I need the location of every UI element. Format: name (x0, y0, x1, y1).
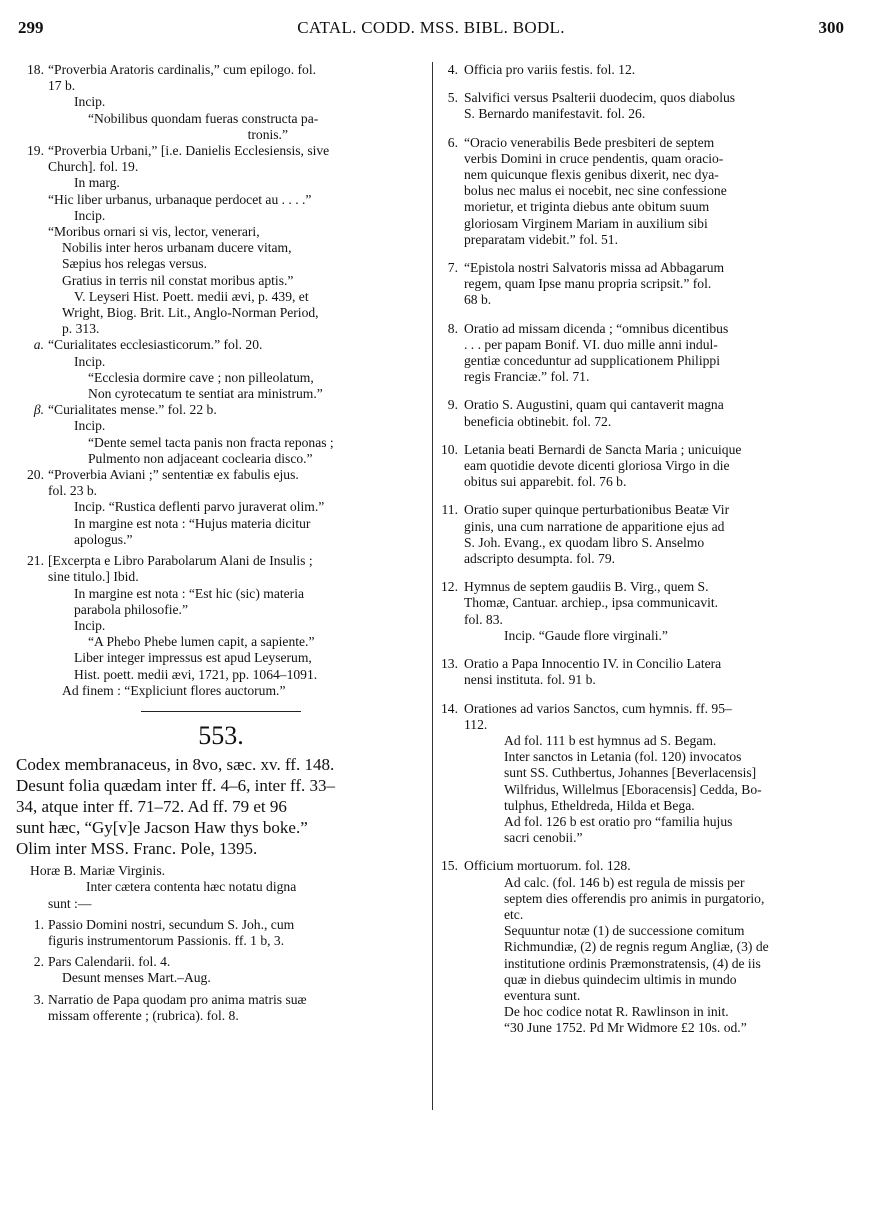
entry-line: 68 b. (464, 292, 492, 308)
entry-number: 13. (441, 656, 458, 672)
entry-19 (14, 143, 428, 337)
content-2 (14, 954, 428, 986)
entry-line: Salvifici versus Psalterii duodecim, quos diabolus (464, 90, 736, 106)
entry-line: “Ecclesia dormire cave ; non pilleolatum, (88, 369, 314, 385)
entry-line: Incip. (74, 418, 106, 434)
entry-line: morietur, et triginta diebus ante obitum suum (464, 199, 710, 215)
entry-line: septem dies offerendis pro animis in purgatorio, (504, 890, 765, 906)
codex-desc-line: Desunt folia quædam inter ff. 4–6, inter ff. 33– (16, 776, 336, 796)
entry-line: Incip. (74, 617, 106, 633)
codex-desc-line: Olim inter MSS. Franc. Pole, 1395. (16, 839, 258, 859)
entry-line: “Oracio venerabilis Bede presbiteri de septem (464, 134, 715, 150)
entry-line: Hist. poett. medii ævi, 1721, pp. 1064–1091. (74, 666, 318, 682)
entry-line: bolus nec malus ei nocebit, nec sine confessione (464, 183, 727, 199)
entry-line: tronis.” (247, 126, 288, 142)
entry-line: regis Franciæ.” fol. 71. (464, 369, 590, 385)
entry-line: Oratio super quinque perturbationibus Beatæ Vir (464, 502, 730, 518)
entry-line: “Epistola nostri Salvatoris missa ad Abbagarum (464, 260, 725, 276)
entry-line: Gratius in terris nil constat moribus aptis.” (62, 272, 294, 288)
codex-desc-line: Codex membranaceus, in 8vo, sæc. xv. ff. 148. (16, 755, 335, 775)
entry-number: 1. (33, 916, 44, 932)
entry-line: In margine est nota : “Est hic (sic) materia (74, 585, 305, 601)
page-number-left: 299 (18, 18, 44, 37)
content-12 (440, 579, 842, 644)
entry-line: Wright, Biog. Brit. Lit., Anglo-Norman Period, (62, 305, 319, 321)
entry-line: eventura sunt. (504, 987, 581, 1003)
codex-description (14, 754, 428, 859)
content-11 (440, 502, 842, 567)
codex-number: 553. (198, 720, 244, 750)
entry-line: Passio Domini nostri, secundum S. Joh., cum (48, 916, 295, 932)
entry-line: “Moribus ornari si vis, lector, venerari, (48, 224, 260, 240)
entry-line: Ad fol. 126 b est oratio pro “familia hujus (504, 813, 733, 829)
entry-number: 21. (27, 553, 44, 569)
entry-line: Ad fol. 111 b est hymnus ad S. Begam. (504, 732, 717, 748)
entry-number: 18. (27, 62, 44, 77)
entry-line: “Curialitates ecclesiasticorum.” fol. 20. (48, 337, 263, 353)
page-header (18, 18, 844, 46)
entry-line: parabola philosofie.” (74, 601, 188, 617)
entry-line: gentiæ conceduntur ad supplicationem Philippi (464, 353, 720, 369)
entry-number: 19. (27, 143, 44, 159)
entry-line: Ad calc. (fol. 146 b) est regula de missis per (504, 874, 745, 890)
entry-line: apologus.” (74, 531, 133, 547)
entry-line: institutione ordinis Præmonstratensis, (4) de iis (504, 955, 761, 971)
entry-21 (14, 553, 428, 699)
entry-line: “Proverbia Urbani,” [i.e. Danielis Ecclesiensis, sive (48, 143, 330, 159)
entry-number: 6. (447, 134, 458, 150)
entry-line: Pulmento non adjaceant coclearia disco.” (88, 450, 313, 466)
entry-line: Officia pro variis festis. fol. 12. (464, 62, 636, 77)
column-divider (432, 62, 433, 1110)
entry-number: 9. (447, 397, 458, 413)
entry-line: Wilfridus, Willelmus [Eboracensis] Cedda, Bo- (504, 781, 762, 797)
entry-number: a. (33, 337, 44, 353)
content-3 (14, 992, 428, 1024)
running-title: CATAL. CODD. MSS. BIBL. BODL. (297, 18, 565, 37)
entry-line: “Dente semel tacta panis non fracta reponas ; (88, 434, 334, 450)
entry-line: Inter sanctos in Letania (fol. 120) invocatos (504, 749, 742, 765)
entry-line: quæ in diebus quindecim ultimis in mundo (504, 971, 737, 987)
entry-line: sine titulo.] Ibid. (48, 569, 139, 585)
content-8 (440, 321, 842, 386)
codex-title: Horæ B. Mariæ Virginis. (30, 863, 166, 879)
codex-intro: sunt :— (48, 895, 92, 911)
entry-line: Ad finem : “Expliciunt flores auctorum.” (62, 682, 286, 698)
entry-line: Incip. (74, 94, 106, 110)
entry-number: β. (33, 402, 44, 418)
entry-line: missam offerente ; (rubrica). fol. 8. (48, 1007, 239, 1023)
entry-line: verbis Domini in cruce pendentis, quam oracio- (464, 150, 724, 166)
entry-line: Liber integer impressus est apud Leyserum, (74, 650, 312, 666)
entry-line: In marg. (74, 175, 120, 191)
entry-line: Incip. (74, 207, 106, 223)
content-15 (440, 858, 842, 1036)
entry-line: V. Leyseri Hist. Poett. medii ævi, p. 439, et (74, 288, 309, 304)
entry-line: Sequuntur notæ (1) de successione comitum (504, 923, 745, 939)
entry-line: figuris instrumentorum Passionis. ff. 1 b, 3. (48, 932, 285, 948)
content-10 (440, 442, 842, 491)
entry-line: nem quicunque flexis genibus dixerit, nec dya- (464, 167, 719, 183)
entry-number: 3. (33, 991, 44, 1007)
entry-line: Incip. “Gaude flore virginali.” (504, 627, 668, 643)
codex-desc-line: sunt hæc, “Gy[v]e Jacson Haw thys boke.” (16, 818, 308, 838)
section-rule (141, 711, 301, 712)
entry-line: “30 June 1752. Pd Mr Widmore £2 10s. od.” (504, 1020, 747, 1036)
entry-line: tulphus, Etheldreda, Hilda et Bega. (504, 797, 695, 813)
content-5 (440, 90, 842, 122)
entry-number: 10. (441, 441, 458, 457)
entry-line: ginis, una cum narratione de apparitione ejus ad (464, 518, 725, 534)
codex-intro: Inter cætera contenta hæc notatu digna (86, 879, 297, 895)
right-column (440, 62, 842, 1037)
content-1 (14, 917, 428, 949)
entry-line: 112. (464, 716, 488, 732)
entry-line: eam quotidie devote dicenti gloriosa Virgo in die (464, 458, 730, 474)
content-4 (440, 62, 842, 78)
entry-line: Oratio a Papa Innocentio IV. in Concilio Latera (464, 656, 722, 672)
entry-line: De hoc codice notat R. Rawlinson in init. (504, 1004, 729, 1020)
entry-number: 4. (447, 62, 458, 77)
entry-line: Pars Calendarii. fol. 4. (48, 954, 171, 970)
entry-line: “A Phebo Phebe lumen capit, a sapiente.” (88, 634, 315, 650)
entry-line: Narratio de Papa quodam pro anima matris suæ (48, 991, 307, 1007)
entry-line: Orationes ad varios Sanctos, cum hymnis. ff. 95– (464, 700, 732, 716)
entry-line: fol. 83. (464, 611, 503, 627)
entry-line: nensi instituta. fol. 91 b. (464, 672, 596, 688)
entry-18 (14, 62, 428, 143)
entry-line: Thomæ, Cantuar. archiep., ipsa communicavit. (464, 595, 719, 611)
entry-number: 12. (441, 579, 458, 595)
entry-line: etc. (504, 906, 524, 922)
entry-number: 14. (441, 700, 458, 716)
entry-line: 17 b. (48, 78, 76, 94)
entry-line: sunt SS. Cuthbertus, Johannes [Beverlacensis] (504, 765, 757, 781)
page-number-right: 300 (818, 18, 844, 37)
entry-line: Incip. “Rustica deflenti parvo juraverat olim.” (74, 499, 325, 515)
content-6 (440, 135, 842, 248)
entry-number: 2. (33, 954, 44, 970)
entry-line: Officium mortuorum. fol. 128. (464, 858, 631, 874)
entry-line: Oratio S. Augustini, quam qui cantaverit magna (464, 397, 724, 413)
entry-alpha (14, 337, 428, 402)
entry-line: Richmundiæ, (2) de regnis regum Angliæ, (3) de (504, 939, 769, 955)
entry-line: regem, quam Ipse manu propria scripsit.” fol. (464, 276, 712, 292)
entry-number: 20. (27, 467, 44, 483)
entry-line: Oratio ad missam dicenda ; “omnibus dicentibus (464, 320, 729, 336)
entry-line: gloriosam Virginem Mariam in auxilium sibi (464, 215, 708, 231)
entry-line: [Excerpta e Libro Parabolarum Alani de Insulis ; (48, 553, 313, 569)
content-13 (440, 656, 842, 688)
left-column (14, 62, 428, 1024)
entry-line: obitus sui apparebit. fol. 76 b. (464, 474, 627, 490)
entry-line: In margine est nota : “Hujus materia dicitur (74, 515, 311, 531)
entry-number: 7. (447, 260, 458, 276)
entry-line: “Hic liber urbanus, urbanaque perdocet au . . . .” (48, 191, 312, 207)
entry-line: adscripto desumpta. fol. 79. (464, 551, 616, 567)
entry-line: Sæpius hos relegas versus. (62, 256, 207, 272)
entry-line: Church]. fol. 19. (48, 159, 139, 175)
entry-number: 5. (447, 90, 458, 106)
entry-number: 8. (447, 320, 458, 336)
content-7 (440, 260, 842, 309)
entry-line: Letania beati Bernardi de Sancta Maria ; unicuique (464, 441, 742, 457)
entry-line: S. Bernardo manifestavit. fol. 26. (464, 106, 646, 122)
entry-line: preparatam videbit.” fol. 51. (464, 231, 619, 247)
entry-line: Incip. (74, 353, 106, 369)
entry-line: “Curialitates mense.” fol. 22 b. (48, 402, 217, 418)
entry-line: Nobilis inter heros urbanam ducere vitam, (62, 240, 292, 256)
codex-desc-line: 34, atque inter ff. 71–72. Ad ff. 79 et 96 (16, 797, 287, 817)
entry-line: Hymnus de septem gaudiis B. Virg., quem S. (464, 579, 709, 595)
entry-line: . . . per papam Bonif. VI. duo mille anni indul- (464, 336, 718, 352)
entry-number: 11. (441, 502, 458, 518)
entry-line: “Proverbia Aratoris cardinalis,” cum epilogo. fol. (48, 62, 317, 77)
content-9 (440, 397, 842, 429)
entry-line: sacri cenobii.” (504, 830, 583, 846)
content-14 (440, 701, 842, 847)
entry-number: 15. (441, 858, 458, 874)
entry-line: Desunt menses Mart.–Aug. (62, 970, 211, 986)
entry-line: “Nobilibus quondam fueras constructa pa- (88, 110, 319, 126)
entry-line: “Proverbia Aviani ;” sententiæ ex fabulis ejus. (48, 467, 299, 483)
entry-line: p. 313. (62, 321, 100, 337)
entry-line: fol. 23 b. (48, 483, 98, 499)
entry-line: Non cyrotecatum te sentiat ara ministrum.” (88, 386, 323, 402)
entry-beta (14, 402, 428, 467)
entry-line: S. Joh. Evang., ex quodam libro S. Anselmo (464, 534, 705, 550)
entry-20 (14, 467, 428, 548)
entry-line: beneficia obtinebit. fol. 72. (464, 413, 612, 429)
